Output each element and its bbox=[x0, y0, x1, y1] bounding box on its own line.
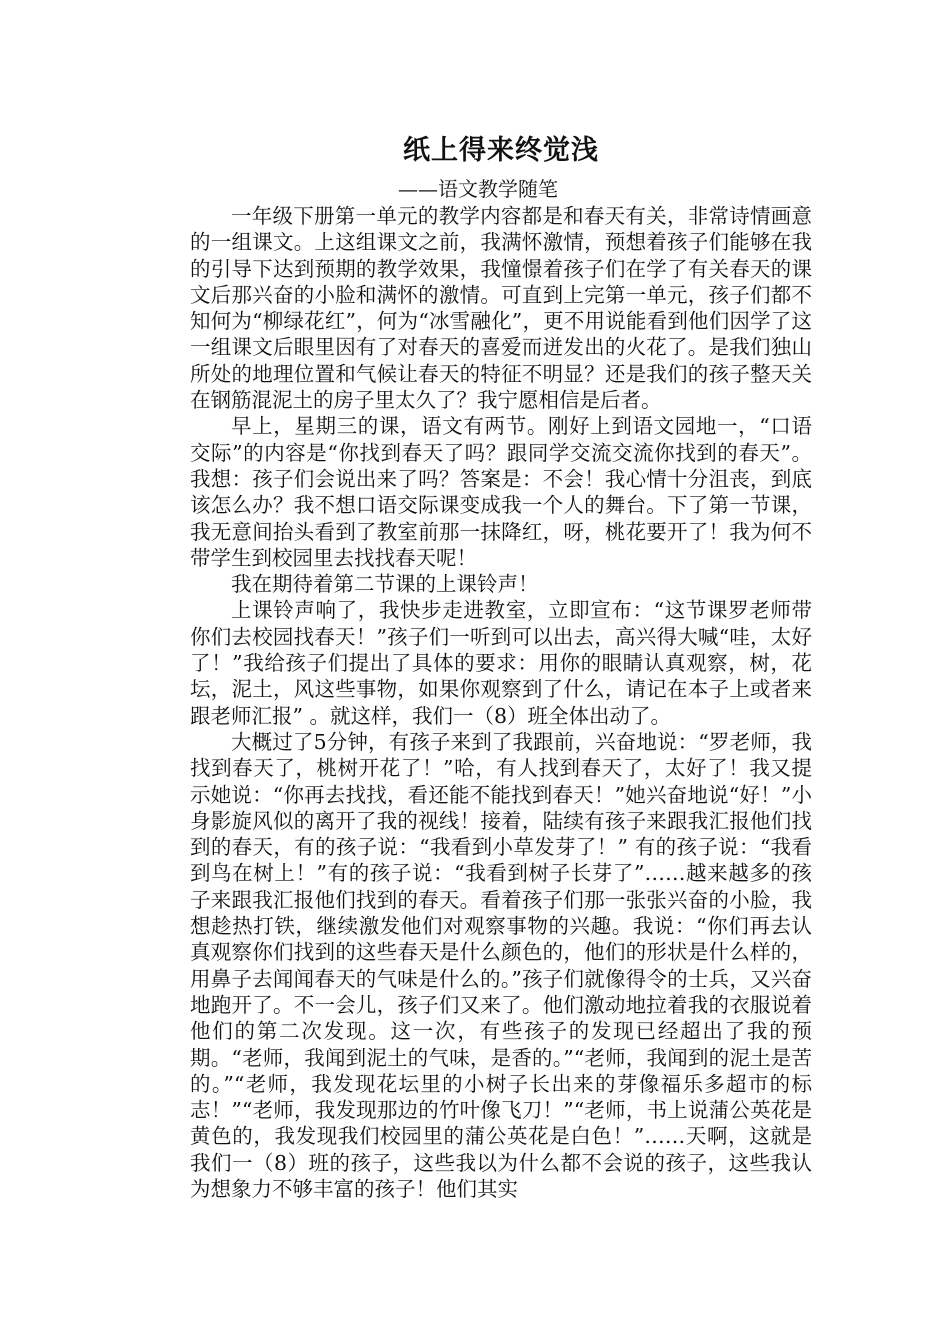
document-body bbox=[190, 127, 812, 1202]
paragraph-1: 一年级下册第一单元的教学内容都是和春天有关，非常诗情画意的一组课文。上这组课文之前，我满怀激情，预想着孩子们能够在我的引导下达到预期的教学效果，我憧憬着孩子们在学了有关春天的课文后那兴奋的小脸和满怀的激情。可直到上完第一单元，孩子们都不知何为“柳绿花红”，何为“冰雪融化”，更不用说能看到他们因学了这一组课文后眼里因有了对春天的喜爱而迸发出的火花了。是我们独山所处的地理位置和气候让春天的特征不明显？还是我们的孩子整天关在钢筋混泥土的房子里太久了？我宁愿相信是后者。 bbox=[190, 204, 812, 413]
paragraph-2: 早上，星期三的课，语文有两节。刚好上到语文园地一，“口语交际”的内容是“你找到春天了吗？跟同学交流交流你找到的春天”。我想：孩子们会说出来了吗？答案是：不会！我心情十分沮丧，到底该怎么办？我不想口语交际课变成我一个人的舞台。下了第一节课，我无意间抬头看到了教室前那一抹降红，呀，桃花要开了！我为何不带学生到校园里去找找春天呢！ bbox=[190, 414, 812, 570]
page-subtitle: ——语文教学随笔 bbox=[398, 177, 558, 201]
paragraph-5: 大概过了5分钟，有孩子来到了我跟前，兴奋地说：“罗老师，我找到春天了，桃树开花了！”哈，有人找到春天了，太好了！我又提示她说：“你再去找找，看还能不能找到春天！”她兴奋地说“好！”小身影旋风似的离开了我的视线！接着，陆续有孩子来跟我汇报他们找到的春天，有的孩子说：“我看到小草发芽了！” 有的孩子说：“我看到鸟在树上！”有的孩子说：“我看到树子长芽了”……越来越多的孩子来跟我汇报他们找到的春天。看着孩子们那一张张兴奋的小脸，我想趁热打铁，继续激发他们对观察事物的兴趣。我说：“你们再去认真观察你们找到的这些春天是什么颜色的，他们的形状是什么样的，用鼻子去闻闻春天的气味是什么的。”孩子们就像得令的士兵，又兴奋地跑开了。不一会儿，孩子们又来了。他们激动地拉着我的衣服说着他们的第二次发现。这一次，有些孩子的发现已经超出了我的预期。“老师，我闻到泥土的气味，是香的。”“老师，我闻到的泥土是苦的。”“老师，我发现花坛里的小树子长出来的芽像福乐多超市的标志！”“老师，我发现那边的竹叶像飞刀！”“老师，书上说蒲公英花是黄色的，我发现我们校园里的蒲公英花是白色！”……天啊，这就是我们一（8）班的孩子，这些我以为什么都不会说的孩子，这些我认为想象力不够丰富的孩子！他们其实 bbox=[190, 729, 812, 1201]
paragraph-4: 上课铃声响了，我快步走进教室，立即宣布：“这节课罗老师带你们去校园找春天！”孩子们一听到可以出去，高兴得大喊“哇，太好了！”我给孩子们提出了具体的要求：用你的眼睛认真观察，树，花坛，泥土，风这些事物，如果你观察到了什么，请记在本子上或者来跟老师汇报” 。就这样，我们一（8）班全体出动了。 bbox=[190, 598, 812, 728]
page-title: 纸上得来终觉浅 bbox=[403, 135, 599, 166]
paragraph-3: 我在期待着第二节课的上课铃声！ bbox=[231, 572, 539, 597]
